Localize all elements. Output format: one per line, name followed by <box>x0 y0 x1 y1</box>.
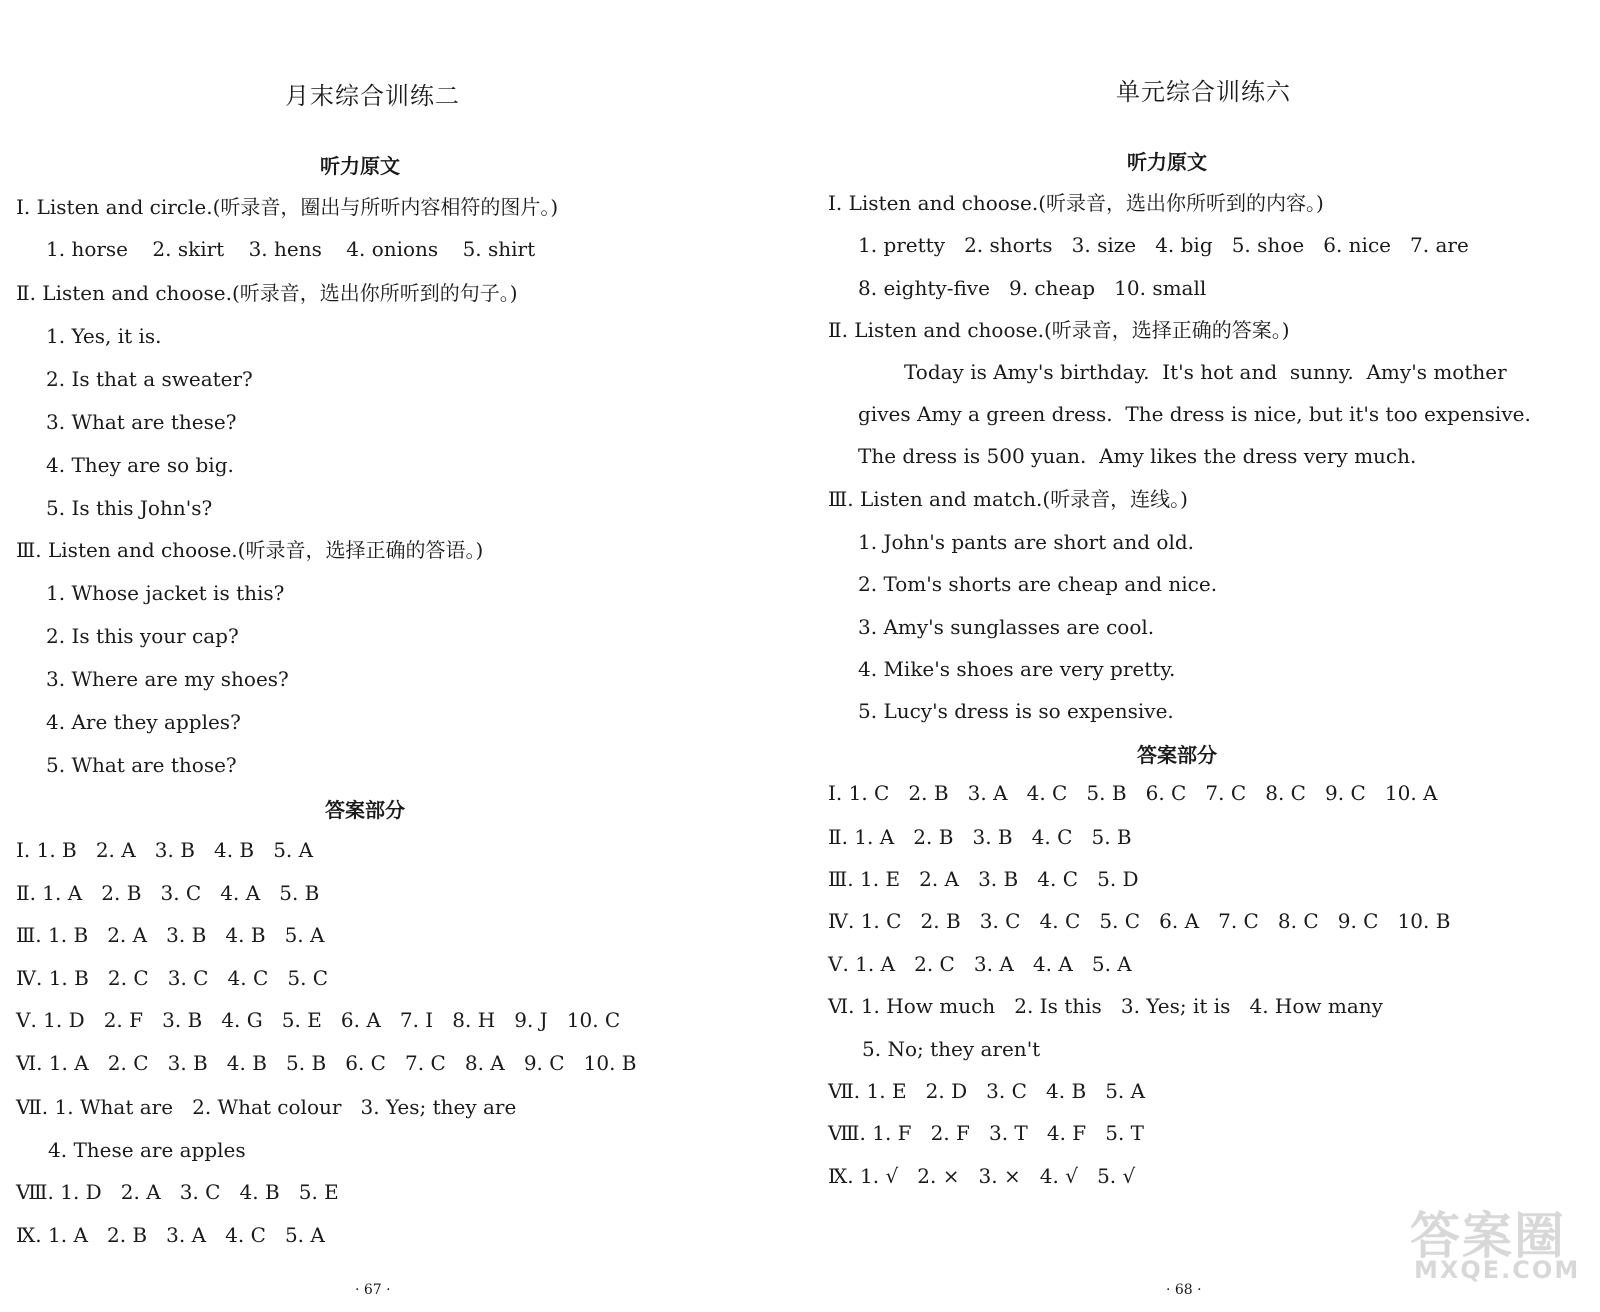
right-page <box>800 0 1600 1312</box>
word-item: 2. skirt <box>152 237 225 261</box>
answer-row: 4. These are apples <box>48 1138 246 1162</box>
sentence-item: 3. What are these? <box>46 410 237 434</box>
right-answer-heading: 答案部分 <box>1137 743 1217 767</box>
sentence-item: 3. Where are my shoes? <box>46 667 289 691</box>
site-watermark <box>1410 1196 1581 1288</box>
sentence-item: 2. Tom's shorts are cheap and nice. <box>858 572 1218 596</box>
watermark-url: MXQE.COM <box>1414 1256 1581 1284</box>
answer-row: Ⅲ. 1. B 2. A 3. B 4. B 5. A <box>16 923 325 947</box>
answer-row: Ⅰ. 1. B 2. A 3. B 4. B 5. A <box>16 838 314 862</box>
sentence-item: 5. What are those? <box>46 753 237 777</box>
answer-row: Ⅵ. 1. How much 2. Is this 3. Yes; it is 4. How many <box>828 994 1383 1018</box>
answer-row: Ⅰ. 1. C 2. B 3. A 4. C 5. B 6. C 7. C 8. C 9. C 10. A <box>828 781 1438 805</box>
sentence-item: 5. Is this John's? <box>46 496 213 520</box>
paragraph-line: Today is Amy's birthday. It's hot and sunny. Amy's mother <box>904 360 1507 384</box>
sentence-item: 4. Are they apples? <box>46 710 241 734</box>
left-page-number: · 67 · <box>355 1282 391 1298</box>
answer-row: Ⅲ. 1. E 2. A 3. B 4. C 5. D <box>828 867 1139 891</box>
right-page-title: 单元综合训练六 <box>1116 78 1291 106</box>
answer-row: Ⅱ. 1. A 2. B 3. C 4. A 5. B <box>16 881 320 905</box>
word-item: 1. horse <box>46 237 129 261</box>
word-item: 3. hens <box>248 237 322 261</box>
left-answer-heading: 答案部分 <box>325 798 405 822</box>
right-section-1-row-2: 8. eighty-five 9. cheap 10. small <box>858 276 1207 300</box>
left-listening-heading: 听力原文 <box>320 154 400 178</box>
paragraph-line: gives Amy a green dress. The dress is nice, but it's too expensive. <box>858 402 1531 426</box>
sentence-item: 2. Is that a sweater? <box>46 367 253 391</box>
answer-row: Ⅸ. 1. √ 2. × 3. × 4. √ 5. √ <box>828 1164 1136 1188</box>
answer-row: Ⅶ. 1. E 2. D 3. C 4. B 5. A <box>828 1079 1146 1103</box>
right-section-1-title: Ⅰ. Listen and choose.(听录音，选出你所听到的内容。) <box>828 191 1324 215</box>
answer-row: Ⅴ. 1. A 2. C 3. A 4. A 5. A <box>828 952 1132 976</box>
right-section-3-title: Ⅲ. Listen and match.(听录音，连线。) <box>828 487 1188 511</box>
paragraph-line: The dress is 500 yuan. Amy likes the dress very much. <box>858 444 1417 468</box>
answer-row: Ⅳ. 1. C 2. B 3. C 4. C 5. C 6. A 7. C 8. C 9. C 10. B <box>828 909 1451 933</box>
answer-row: Ⅷ. 1. F 2. F 3. T 4. F 5. T <box>828 1121 1145 1145</box>
left-page-title: 月末综合训练二 <box>285 82 460 110</box>
sentence-item: 1. Whose jacket is this? <box>46 581 285 605</box>
answer-row: Ⅳ. 1. B 2. C 3. C 4. C 5. C <box>16 966 329 990</box>
answer-row: Ⅶ. 1. What are 2. What colour 3. Yes; they are <box>16 1095 517 1119</box>
answer-row: Ⅵ. 1. A 2. C 3. B 4. B 5. B 6. C 7. C 8. A 9. C 10. B <box>16 1051 637 1075</box>
answer-row: Ⅱ. 1. A 2. B 3. B 4. C 5. B <box>828 825 1132 849</box>
answer-row: Ⅴ. 1. D 2. F 3. B 4. G 5. E 6. A 7. I 8. H 9. J 10. C <box>16 1008 621 1032</box>
answer-row: Ⅸ. 1. A 2. B 3. A 4. C 5. A <box>16 1223 325 1247</box>
sentence-item: 5. Lucy's dress is so expensive. <box>858 699 1174 723</box>
word-item: 4. onions <box>346 237 439 261</box>
sentence-item: 2. Is this your cap? <box>46 624 239 648</box>
word-item: 5. shirt <box>462 237 536 261</box>
left-section-3-title: Ⅲ. Listen and choose.(听录音，选择正确的答语。) <box>16 538 484 562</box>
left-section-1-items <box>46 236 553 262</box>
sentence-item: 3. Amy's sunglasses are cool. <box>858 615 1155 639</box>
sentence-item: 4. They are so big. <box>46 453 234 477</box>
left-page <box>0 0 790 1312</box>
left-section-2-title: Ⅱ. Listen and choose.(听录音，选出你所听到的句子。) <box>16 281 518 305</box>
left-section-1-title: Ⅰ. Listen and circle.(听录音，圈出与所听内容相符的图片。) <box>16 195 559 219</box>
right-section-1-row-1: 1. pretty 2. shorts 3. size 4. big 5. shoe 6. nice 7. are <box>858 233 1469 257</box>
watermark-logo-text: 答案圈 <box>1410 1207 1566 1265</box>
answer-row: 5. No; they aren't <box>862 1037 1041 1061</box>
right-listening-heading: 听力原文 <box>1127 150 1207 174</box>
answer-row: Ⅷ. 1. D 2. A 3. C 4. B 5. E <box>16 1180 339 1204</box>
right-section-2-title: Ⅱ. Listen and choose.(听录音，选择正确的答案。) <box>828 318 1290 342</box>
sentence-item: 1. John's pants are short and old. <box>858 530 1195 554</box>
sentence-item: 1. Yes, it is. <box>46 324 162 348</box>
sentence-item: 4. Mike's shoes are very pretty. <box>858 657 1176 681</box>
right-page-number: · 68 · <box>1166 1282 1202 1298</box>
